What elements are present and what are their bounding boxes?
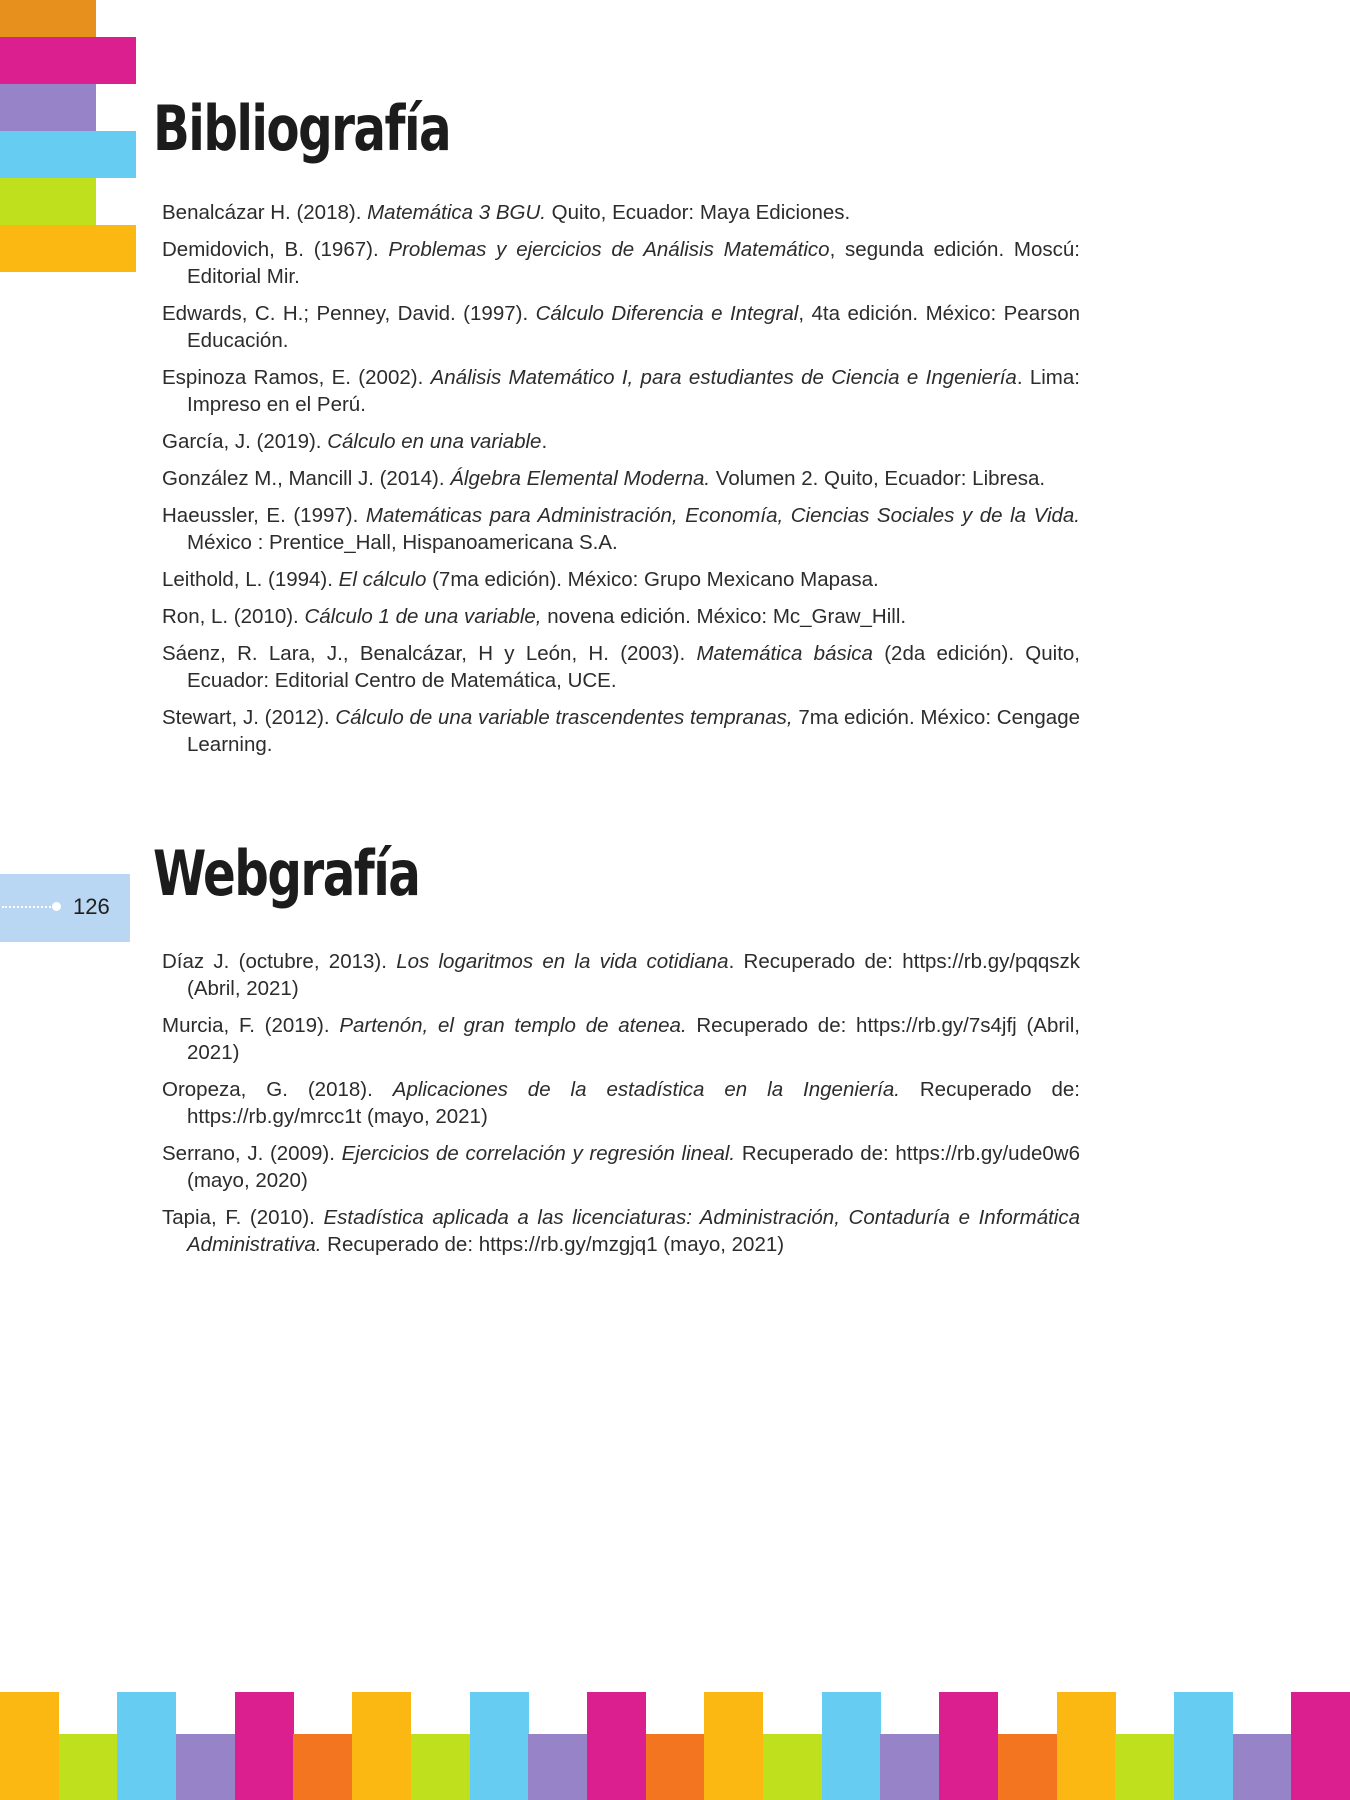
reference-entry <box>162 640 1080 694</box>
reference-entry <box>162 704 1080 758</box>
reference-author-year: Leithold, L. (1994). <box>162 568 339 591</box>
reference-entry <box>162 948 1080 1002</box>
color-bar <box>0 178 96 225</box>
reference-entry <box>162 364 1080 418</box>
reference-author-year: Haeussler, E. (1997). <box>162 504 366 527</box>
reference-details: , segunda edición. Moscú: Editorial Mir. <box>187 238 1080 288</box>
reference-title: Matemáticas para Administración, Economía, Ciencias Sociales y de la Vida. <box>365 504 1080 527</box>
reference-entry <box>162 236 1080 290</box>
reference-details: novena edición. México: Mc_Graw_Hill. <box>541 605 907 628</box>
pattern-column <box>704 1692 763 1800</box>
reference-details: México : Prentice_Hall, Hispanoamericana S.A. <box>187 531 618 554</box>
reference-author-year: Sáenz, R. Lara, J., Benalcázar, H y León, H. (2003). <box>162 642 697 665</box>
color-bar <box>0 225 136 272</box>
reference-details: Recuperado de: https://rb.gy/mrcc1t (mayo, 2021) <box>187 1078 1080 1128</box>
reference-details: Quito, Ecuador: Maya Ediciones. <box>545 201 851 224</box>
color-bar <box>0 37 136 84</box>
page-number-tab <box>0 874 130 942</box>
pattern-column <box>646 1734 705 1800</box>
reference-author-year: Edwards, C. H.; Penney, David. (1997). <box>162 302 536 325</box>
pattern-column <box>822 1692 881 1800</box>
bottom-color-pattern <box>0 1692 1350 1800</box>
reference-author-year: Tapia, F. (2010). <box>162 1206 324 1229</box>
reference-title: Los logaritmos en la vida cotidiana <box>396 950 729 973</box>
reference-title: Matemática básica <box>696 642 873 665</box>
reference-title: Aplicaciones de la estadística en la Ingeniería. <box>392 1078 900 1101</box>
reference-entry <box>162 428 1080 455</box>
pattern-column <box>235 1692 294 1800</box>
pattern-column <box>1233 1734 1292 1800</box>
reference-details: (7ma edición). México: Grupo Mexicano Mapasa. <box>426 568 879 591</box>
pattern-column <box>1115 1734 1174 1800</box>
reference-details: , 4ta edición. México: Pearson Educación. <box>187 302 1080 352</box>
pattern-column <box>1057 1692 1116 1800</box>
reference-author-year: Serrano, J. (2009). <box>162 1142 342 1165</box>
pattern-column <box>293 1734 352 1800</box>
reference-entry <box>162 300 1080 354</box>
pattern-column <box>528 1734 587 1800</box>
reference-entry <box>162 1076 1080 1130</box>
pattern-column <box>117 1692 176 1800</box>
reference-title: Cálculo en una variable <box>327 430 542 453</box>
reference-title: Álgebra Elemental Moderna. <box>450 467 711 490</box>
webography-list <box>162 948 1080 1268</box>
reference-entry <box>162 199 1080 226</box>
reference-details: Recuperado de: https://rb.gy/7s4jfj (Abril, 2021) <box>187 1014 1080 1064</box>
bibliography-list <box>162 199 1080 768</box>
pattern-column <box>880 1734 939 1800</box>
reference-entry <box>162 465 1080 492</box>
pattern-column <box>587 1692 646 1800</box>
reference-details: Recuperado de: https://rb.gy/mzgjq1 (mayo, 2021) <box>321 1233 785 1256</box>
pattern-column <box>763 1734 822 1800</box>
pattern-column <box>411 1734 470 1800</box>
pattern-column <box>939 1692 998 1800</box>
dotted-leader <box>2 906 54 908</box>
reference-details: Volumen 2. Quito, Ecuador: Libresa. <box>710 467 1046 490</box>
reference-title: Partenón, el gran templo de atenea. <box>339 1014 687 1037</box>
reference-details: 7ma edición. México: Cengage Learning. <box>187 706 1080 756</box>
bibliography-heading: Bibliografía <box>153 92 451 165</box>
reference-details: Recuperado de: https://rb.gy/ude0w6 (mayo, 2020) <box>187 1142 1080 1192</box>
pattern-column <box>352 1692 411 1800</box>
reference-author-year: Oropeza, G. (2018). <box>162 1078 393 1101</box>
reference-entry <box>162 603 1080 630</box>
reference-author-year: Stewart, J. (2012). <box>162 706 336 729</box>
reference-author-year: González M., Mancill J. (2014). <box>162 467 451 490</box>
reference-details: . Lima: Impreso en el Perú. <box>187 366 1080 416</box>
reference-title: Ejercicios de correlación y regresión lineal. <box>341 1142 736 1165</box>
pattern-column <box>176 1734 235 1800</box>
reference-entry <box>162 502 1080 556</box>
webography-heading: Webgrafía <box>153 837 420 910</box>
reference-details: . <box>541 430 548 453</box>
reference-details: . Recuperado de: https://rb.gy/pqqszk (Abril, 2021) <box>187 950 1080 1000</box>
pattern-column <box>1291 1692 1350 1800</box>
reference-author-year: Ron, L. (2010). <box>162 605 305 628</box>
pattern-column <box>59 1734 118 1800</box>
reference-author-year: Espinoza Ramos, E. (2002). <box>162 366 431 389</box>
reference-author-year: Demidovich, B. (1967). <box>162 238 389 261</box>
reference-entry <box>162 1204 1080 1258</box>
reference-entry <box>162 1140 1080 1194</box>
reference-title: Cálculo 1 de una variable, <box>304 605 542 628</box>
reference-author-year: Benalcázar H. (2018). <box>162 201 368 224</box>
reference-author-year: García, J. (2019). <box>162 430 328 453</box>
color-bar <box>0 131 136 178</box>
reference-title: Matemática 3 BGU. <box>367 201 546 224</box>
reference-title: Estadística aplicada a las licenciaturas: Administración, Contaduría e Informática Administrativa. <box>187 1206 1080 1256</box>
pattern-column <box>470 1692 529 1800</box>
reference-details: (2da edición). Quito, Ecuador: Editorial Centro de Matemática, UCE. <box>187 642 1080 692</box>
reference-title: El cálculo <box>338 568 427 591</box>
pattern-column <box>998 1734 1057 1800</box>
bullet-dot <box>52 902 61 911</box>
color-bar <box>0 84 96 131</box>
reference-entry <box>162 566 1080 593</box>
reference-author-year: Murcia, F. (2019). <box>162 1014 340 1037</box>
reference-title: Problemas y ejercicios de Análisis Matemático <box>388 238 830 261</box>
pattern-column <box>1174 1692 1233 1800</box>
reference-entry <box>162 1012 1080 1066</box>
reference-title: Cálculo Diferencia e Integral <box>535 302 799 325</box>
reference-author-year: Díaz J. (octubre, 2013). <box>162 950 397 973</box>
reference-title: Cálculo de una variable trascendentes tempranas, <box>335 706 793 729</box>
page-number: 126 <box>73 894 110 919</box>
reference-title: Análisis Matemático I, para estudiantes de Ciencia e Ingeniería <box>430 366 1017 389</box>
pattern-column <box>0 1692 59 1800</box>
